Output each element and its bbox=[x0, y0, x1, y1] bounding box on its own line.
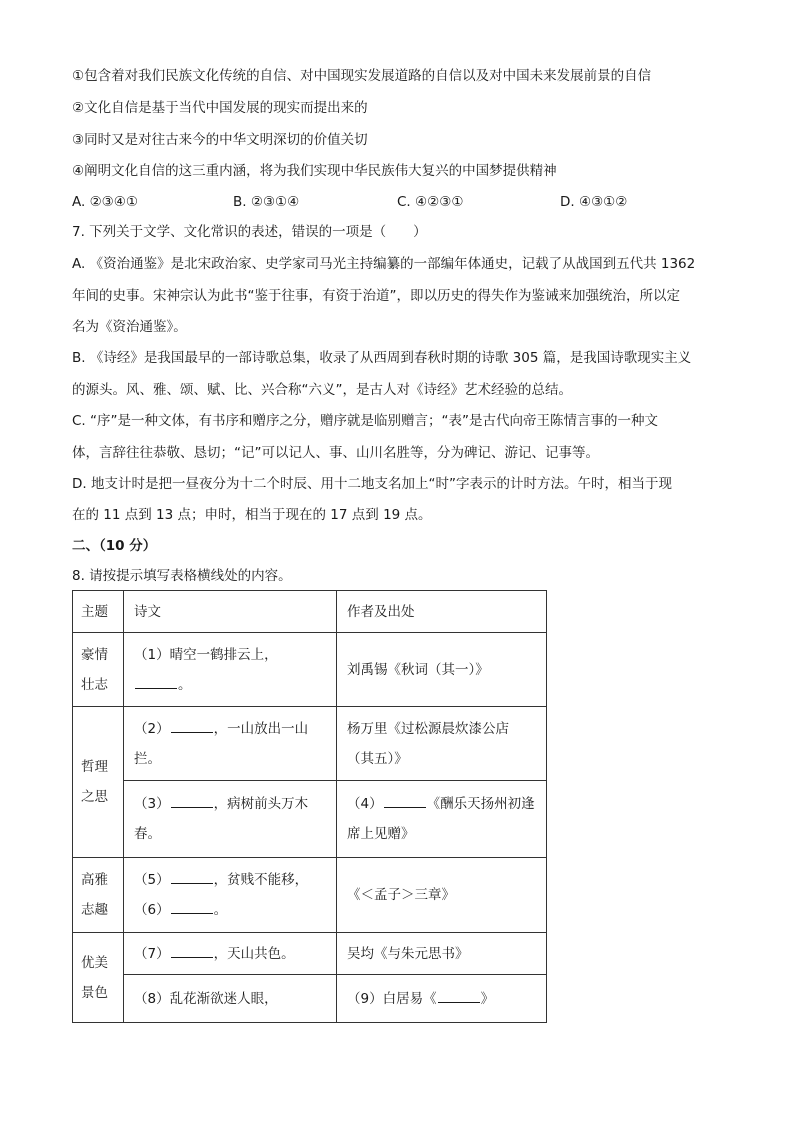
poem-cell-4: （5） ，贫贱不能移， （6） 。 bbox=[124, 858, 337, 933]
header-theme: 主题 bbox=[73, 591, 124, 633]
q7-option-a-line1: A. 《资治通鉴》是北宋政治家、史学家司马光主持编纂的一部编年体通史，记载了从战国到五代共 1362 bbox=[72, 256, 696, 272]
theme-cell-3: 高雅 志趣 bbox=[73, 858, 124, 933]
q6-option-b[interactable]: B. ②③①④ bbox=[233, 194, 300, 210]
q7-option-a-line3: 名为《资治通鉴》。 bbox=[72, 319, 187, 335]
q7-stem: 7. 下列关于文学、文化常识的表述，错误的一项是（ ） bbox=[72, 224, 427, 240]
poem-cell-6: （8）乱花渐欲迷人眼， bbox=[124, 975, 337, 1023]
theme-cell-4: 优美 景色 bbox=[73, 933, 124, 1023]
header-poem: 诗文 bbox=[124, 591, 337, 633]
q7-option-a-line2: 年间的史事。宋神宗认为此书“鉴于往事，有资于治道”，即以历史的得失作为鉴诫来加强统治，所以定 bbox=[72, 288, 680, 304]
table-row bbox=[73, 781, 547, 858]
blank-2[interactable] bbox=[171, 718, 213, 733]
q7-option-d-line2: 在的 11 点到 13 点；申时，相当于现在的 17 点到 19 点。 bbox=[72, 507, 432, 523]
q8-stem: 8. 请按提示填写表格横线处的内容。 bbox=[72, 568, 292, 584]
source-cell-3: （4） 《酬乐天扬州初逢 席上见赠》 bbox=[337, 781, 547, 858]
blank-1[interactable] bbox=[135, 674, 177, 689]
source-cell-2: 杨万里《过松源晨炊漆公店 （其五）》 bbox=[337, 707, 547, 781]
table-row bbox=[73, 858, 547, 933]
q8-table bbox=[72, 590, 547, 1023]
blank-6[interactable] bbox=[171, 900, 213, 915]
table-row bbox=[73, 633, 547, 707]
table-row bbox=[73, 975, 547, 1023]
q6-option-a[interactable]: A. ②③④① bbox=[72, 194, 138, 210]
blank-3[interactable] bbox=[171, 794, 213, 809]
sentence-item-4: ④阐明文化自信的这三重内涵，将为我们实现中华民族伟大复兴的中国梦提供精神 bbox=[72, 163, 557, 179]
table-row bbox=[73, 933, 547, 975]
header-source: 作者及出处 bbox=[337, 591, 547, 633]
table-row bbox=[73, 707, 547, 781]
q7-option-b-line1: B. 《诗经》是我国最早的一部诗歌总集，收录了从西周到春秋时期的诗歌 305 篇，是我国诗歌现实主义 bbox=[72, 350, 692, 366]
blank-7[interactable] bbox=[171, 943, 213, 958]
source-cell-4: 《＜孟子＞三章》 bbox=[337, 858, 547, 933]
source-cell-6: （9）白居易《 》 bbox=[337, 975, 547, 1023]
blank-9[interactable] bbox=[438, 988, 480, 1003]
poem-cell-1: （1）晴空一鹤排云上， 。 bbox=[124, 633, 337, 707]
theme-cell-2: 哲理 之思 bbox=[73, 707, 124, 858]
q7-option-d-line1: D. 地支计时是把一昼夜分为十二个时辰、用十二地支名加上“时”字表示的计时方法。午时，相当于现 bbox=[72, 476, 672, 492]
sentence-item-1: ①包含着对我们民族文化传统的自信、对中国现实发展道路的自信以及对中国未来发展前景的自信 bbox=[72, 68, 652, 84]
sentence-item-2: ②文化自信是基于当代中国发展的现实而提出来的 bbox=[72, 100, 368, 116]
blank-5[interactable] bbox=[171, 870, 213, 885]
blank-4[interactable] bbox=[384, 794, 426, 809]
q7-option-b-line2: 的源头。风、雅、颂、赋、比、兴合称“六义”，是古人对《诗经》艺术经验的总结。 bbox=[72, 382, 572, 398]
poem-cell-2: （2） ，一山放出一山 拦。 bbox=[124, 707, 337, 781]
q7-option-c-line2: 体，言辞往往恭敬、恳切；“记”可以记人、事、山川名胜等，分为碑记、游记、记事等。 bbox=[72, 445, 599, 461]
q7-option-c-line1: C. “序”是一种文体，有书序和赠序之分，赠序就是临别赠言；“表”是古代向帝王陈情言事的一种文 bbox=[72, 413, 658, 429]
source-cell-1: 刘禹锡《秋词（其一）》 bbox=[337, 633, 547, 707]
section-heading: 二、（10 分） bbox=[72, 538, 157, 554]
theme-cell-1: 豪情 壮志 bbox=[73, 633, 124, 707]
table-header-row bbox=[73, 591, 547, 633]
sentence-item-3: ③同时又是对往古来今的中华文明深切的价值关切 bbox=[72, 132, 368, 148]
source-cell-5: 吴均《与朱元思书》 bbox=[337, 933, 547, 975]
poem-cell-3: （3） ，病树前头万木 春。 bbox=[124, 781, 337, 858]
q6-option-d[interactable]: D. ④③①② bbox=[560, 194, 628, 210]
q6-option-c[interactable]: C. ④②③① bbox=[397, 194, 464, 210]
poem-cell-5: （7） ，天山共色。 bbox=[124, 933, 337, 975]
